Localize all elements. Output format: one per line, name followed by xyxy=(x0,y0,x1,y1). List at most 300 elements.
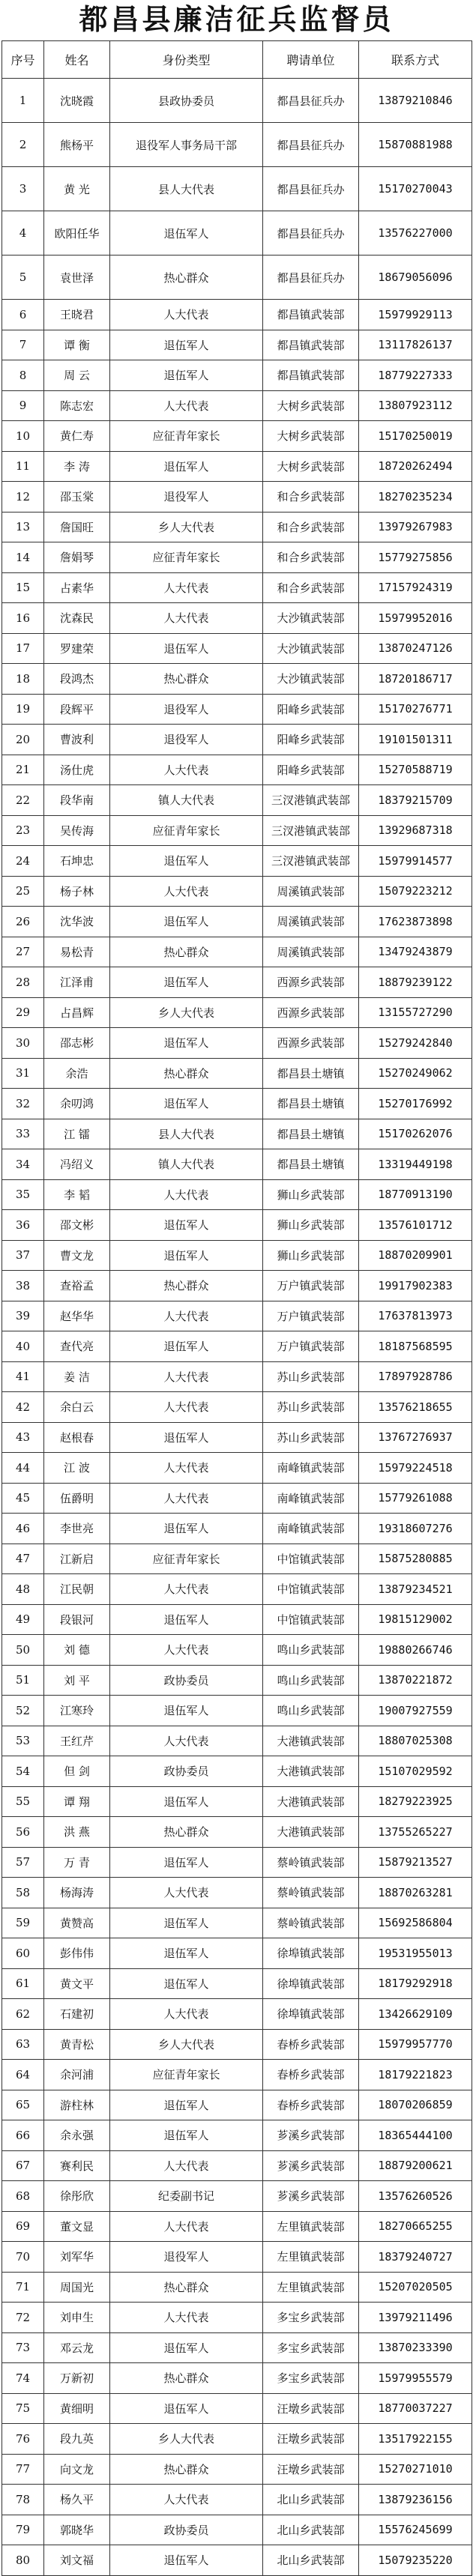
table-row xyxy=(2,1999,472,2030)
row-unit: 芗溪乡武装部 xyxy=(263,2120,359,2151)
table-row xyxy=(2,421,472,452)
table-row xyxy=(2,1969,472,2000)
row-identity: 退伍军人 xyxy=(110,2120,263,2151)
row-identity: 纪委副书记 xyxy=(110,2181,263,2212)
row-unit: 左里镇武装部 xyxy=(263,2212,359,2243)
row-identity: 人大代表 xyxy=(110,1362,263,1393)
row-identity: 人大代表 xyxy=(110,1878,263,1908)
table-row xyxy=(2,1666,472,1696)
row-contact: 13870221872 xyxy=(359,1666,472,1696)
row-name: 江 波 xyxy=(44,1453,110,1484)
row-name: 刘 平 xyxy=(44,1666,110,1696)
row-name: 邵志彬 xyxy=(44,1028,110,1059)
row-name: 曹波利 xyxy=(44,725,110,755)
row-identity: 县人大代表 xyxy=(110,167,263,211)
table-row xyxy=(2,123,472,167)
row-contact: 15270271010 xyxy=(359,2455,472,2485)
table-row xyxy=(2,634,472,665)
row-name: 洪 燕 xyxy=(44,1817,110,1848)
table-row xyxy=(2,1605,472,1636)
row-unit: 大港镇武装部 xyxy=(263,1817,359,1848)
row-contact: 18870263281 xyxy=(359,1878,472,1908)
table-row xyxy=(2,1423,472,1454)
row-contact: 13870247126 xyxy=(359,634,472,665)
row-contact: 13426629109 xyxy=(359,1999,472,2030)
row-index: 41 xyxy=(2,1362,44,1393)
row-identity: 乡人大代表 xyxy=(110,2424,263,2455)
row-contact: 15979957770 xyxy=(359,2030,472,2061)
row-contact: 15079235220 xyxy=(359,2545,472,2576)
row-unit: 西源乡武装部 xyxy=(263,998,359,1029)
row-identity: 退伍军人 xyxy=(110,2545,263,2576)
row-unit: 都昌镇武装部 xyxy=(263,330,359,361)
row-contact: 18379240727 xyxy=(359,2242,472,2273)
row-index: 51 xyxy=(2,1666,44,1696)
row-contact: 19880266746 xyxy=(359,1635,472,1666)
row-name: 姜 洁 xyxy=(44,1362,110,1393)
row-index: 15 xyxy=(2,573,44,604)
row-name: 刘申生 xyxy=(44,2303,110,2333)
row-index: 47 xyxy=(2,1544,44,1575)
row-identity: 退伍军人 xyxy=(110,1331,263,1362)
row-name: 余叨鸿 xyxy=(44,1089,110,1119)
row-name: 杨子林 xyxy=(44,877,110,907)
row-name: 江 镭 xyxy=(44,1119,110,1150)
row-identity: 乡人大代表 xyxy=(110,998,263,1029)
row-name: 伍爵明 xyxy=(44,1484,110,1514)
row-index: 24 xyxy=(2,846,44,877)
row-contact: 13807923112 xyxy=(359,391,472,422)
row-name: 江新启 xyxy=(44,1544,110,1575)
row-identity: 人大代表 xyxy=(110,1453,263,1484)
row-unit: 大树乡武装部 xyxy=(263,421,359,452)
table-row xyxy=(2,2181,472,2212)
row-index: 44 xyxy=(2,1453,44,1484)
row-contact: 15270249062 xyxy=(359,1059,472,1089)
supervisor-table xyxy=(1,40,472,2576)
row-index: 18 xyxy=(2,664,44,695)
row-contact: 18179292918 xyxy=(359,1969,472,2000)
table-row xyxy=(2,1210,472,1241)
row-name: 彭伟伟 xyxy=(44,1938,110,1969)
table-header-row xyxy=(2,41,472,79)
row-index: 68 xyxy=(2,2181,44,2212)
row-identity: 退伍军人 xyxy=(110,1210,263,1241)
row-index: 11 xyxy=(2,452,44,483)
row-index: 7 xyxy=(2,330,44,361)
row-identity: 热心群众 xyxy=(110,2273,263,2303)
row-index: 20 xyxy=(2,725,44,755)
row-contact: 15870881988 xyxy=(359,123,472,167)
row-unit: 蔡岭镇武装部 xyxy=(263,1878,359,1908)
row-identity: 镇人大代表 xyxy=(110,1149,263,1180)
table-row xyxy=(2,542,472,573)
row-index: 13 xyxy=(2,513,44,543)
row-unit: 周溪镇武装部 xyxy=(263,937,359,968)
row-contact: 15979955579 xyxy=(359,2363,472,2394)
row-identity: 退伍军人 xyxy=(110,1423,263,1454)
row-name: 向文龙 xyxy=(44,2455,110,2485)
row-index: 17 xyxy=(2,634,44,665)
row-index: 39 xyxy=(2,1301,44,1332)
row-contact: 17157924319 xyxy=(359,573,472,604)
table-row xyxy=(2,2515,472,2546)
row-unit: 万户镇武装部 xyxy=(263,1301,359,1332)
row-unit: 北山乡武装部 xyxy=(263,2485,359,2515)
row-identity: 人大代表 xyxy=(110,2303,263,2333)
row-index: 62 xyxy=(2,1999,44,2030)
row-index: 10 xyxy=(2,421,44,452)
table-row xyxy=(2,2363,472,2394)
row-contact: 15979952016 xyxy=(359,603,472,634)
row-identity: 热心群众 xyxy=(110,256,263,300)
row-index: 80 xyxy=(2,2545,44,2576)
table-row xyxy=(2,1635,472,1666)
row-identity: 退伍军人 xyxy=(110,360,263,391)
row-index: 49 xyxy=(2,1605,44,1636)
row-identity: 退伍军人 xyxy=(110,1938,263,1969)
row-contact: 19318607276 xyxy=(359,1514,472,1544)
row-name: 黄 光 xyxy=(44,167,110,211)
row-index: 48 xyxy=(2,1574,44,1605)
row-unit: 汪墩乡武装部 xyxy=(263,2424,359,2455)
row-index: 19 xyxy=(2,695,44,725)
table-row xyxy=(2,1119,472,1150)
row-name: 徐彤欣 xyxy=(44,2181,110,2212)
row-index: 37 xyxy=(2,1241,44,1272)
row-identity: 退役军人 xyxy=(110,2242,263,2273)
row-unit: 南峰镇武装部 xyxy=(263,1453,359,1484)
row-index: 63 xyxy=(2,2030,44,2061)
row-identity: 县人大代表 xyxy=(110,1119,263,1150)
row-unit: 南峰镇武装部 xyxy=(263,1514,359,1544)
table-row xyxy=(2,1059,472,1089)
row-contact: 18270235234 xyxy=(359,482,472,513)
header-index: 序号 xyxy=(2,41,44,79)
row-name: 黄赞高 xyxy=(44,1908,110,1939)
row-index: 73 xyxy=(2,2333,44,2364)
row-name: 游柱林 xyxy=(44,2090,110,2121)
table-row xyxy=(2,1514,472,1544)
row-index: 40 xyxy=(2,1331,44,1362)
row-name: 赵华华 xyxy=(44,1301,110,1332)
row-contact: 19815129002 xyxy=(359,1605,472,1636)
row-identity: 退伍军人 xyxy=(110,1241,263,1272)
row-name: 李 韬 xyxy=(44,1180,110,1211)
row-name: 杨久平 xyxy=(44,2485,110,2515)
row-unit: 南峰镇武装部 xyxy=(263,1484,359,1514)
row-index: 52 xyxy=(2,1696,44,1726)
row-identity: 人大代表 xyxy=(110,1999,263,2030)
table-row xyxy=(2,998,472,1029)
row-identity: 人大代表 xyxy=(110,2151,263,2182)
row-contact: 18779227333 xyxy=(359,360,472,391)
row-contact: 19007927559 xyxy=(359,1696,472,1726)
row-name: 邵文彬 xyxy=(44,1210,110,1241)
row-identity: 镇人大代表 xyxy=(110,785,263,816)
row-name: 江民朝 xyxy=(44,1574,110,1605)
row-unit: 徐埠镇武装部 xyxy=(263,1938,359,1969)
row-name: 陈志宏 xyxy=(44,391,110,422)
table-row xyxy=(2,79,472,123)
row-name: 段九英 xyxy=(44,2424,110,2455)
row-index: 4 xyxy=(2,211,44,256)
table-row xyxy=(2,2120,472,2151)
row-index: 5 xyxy=(2,256,44,300)
row-contact: 15979224518 xyxy=(359,1453,472,1484)
table-row xyxy=(2,1908,472,1939)
row-identity: 退伍军人 xyxy=(110,452,263,483)
row-contact: 15170270043 xyxy=(359,167,472,211)
row-contact: 13576227000 xyxy=(359,211,472,256)
row-contact: 13517922155 xyxy=(359,2424,472,2455)
table-row xyxy=(2,2151,472,2182)
row-name: 吴传海 xyxy=(44,816,110,847)
row-index: 56 xyxy=(2,1817,44,1848)
row-identity: 退伍军人 xyxy=(110,1089,263,1119)
row-name: 邵玉棠 xyxy=(44,482,110,513)
table-row xyxy=(2,877,472,907)
row-index: 46 xyxy=(2,1514,44,1544)
row-index: 1 xyxy=(2,79,44,123)
row-index: 21 xyxy=(2,755,44,786)
row-contact: 15270588719 xyxy=(359,755,472,786)
row-identity: 退伍军人 xyxy=(110,2090,263,2121)
row-unit: 周溪镇武装部 xyxy=(263,877,359,907)
table-row xyxy=(2,1878,472,1908)
table-row xyxy=(2,513,472,543)
row-unit: 都昌县土塘镇 xyxy=(263,1059,359,1089)
row-contact: 13870233390 xyxy=(359,2333,472,2364)
row-contact: 15279242840 xyxy=(359,1028,472,1059)
table-row xyxy=(2,2090,472,2121)
row-unit: 三汊港镇武装部 xyxy=(263,785,359,816)
row-name: 余永强 xyxy=(44,2120,110,2151)
row-unit: 三汊港镇武装部 xyxy=(263,816,359,847)
row-unit: 左里镇武装部 xyxy=(263,2242,359,2273)
row-identity: 人大代表 xyxy=(110,1635,263,1666)
row-identity: 热心群众 xyxy=(110,1271,263,1301)
row-index: 34 xyxy=(2,1149,44,1180)
row-unit: 多宝乡武装部 xyxy=(263,2333,359,2364)
row-contact: 19101501311 xyxy=(359,725,472,755)
table-row xyxy=(2,1180,472,1211)
table-row xyxy=(2,1817,472,1848)
header-name: 姓名 xyxy=(44,41,110,79)
row-contact: 17637813973 xyxy=(359,1301,472,1332)
table-row xyxy=(2,1028,472,1059)
row-identity: 人大代表 xyxy=(110,300,263,330)
table-row xyxy=(2,695,472,725)
row-unit: 汪墩乡武装部 xyxy=(263,2455,359,2485)
header-contact: 联系方式 xyxy=(359,41,472,79)
table-row xyxy=(2,1149,472,1180)
table-row xyxy=(2,2242,472,2273)
row-unit: 大沙镇武装部 xyxy=(263,664,359,695)
row-identity: 人大代表 xyxy=(110,1180,263,1211)
row-index: 31 xyxy=(2,1059,44,1089)
row-identity: 退伍军人 xyxy=(110,1787,263,1818)
row-contact: 13979267983 xyxy=(359,513,472,543)
row-unit: 大港镇武装部 xyxy=(263,1726,359,1757)
row-name: 黄仁寿 xyxy=(44,421,110,452)
row-unit: 都昌县征兵办 xyxy=(263,79,359,123)
row-index: 22 xyxy=(2,785,44,816)
row-name: 刘 德 xyxy=(44,1635,110,1666)
row-unit: 左里镇武装部 xyxy=(263,2273,359,2303)
row-unit: 阳峰乡武装部 xyxy=(263,755,359,786)
row-name: 段辉平 xyxy=(44,695,110,725)
row-unit: 芗溪乡武装部 xyxy=(263,2151,359,2182)
row-contact: 15692586804 xyxy=(359,1908,472,1939)
row-unit: 北山乡武装部 xyxy=(263,2545,359,2576)
row-contact: 18720186717 xyxy=(359,664,472,695)
row-contact: 18720262494 xyxy=(359,452,472,483)
row-name: 沈森民 xyxy=(44,603,110,634)
row-identity: 人大代表 xyxy=(110,877,263,907)
row-unit: 中馆镇武装部 xyxy=(263,1605,359,1636)
row-unit: 多宝乡武装部 xyxy=(263,2363,359,2394)
row-contact: 13879236156 xyxy=(359,2485,472,2515)
row-unit: 周溪镇武装部 xyxy=(263,907,359,937)
table-row xyxy=(2,1453,472,1484)
row-name: 罗建荣 xyxy=(44,634,110,665)
row-identity: 政协委员 xyxy=(110,1756,263,1787)
table-row xyxy=(2,1574,472,1605)
row-unit: 春桥乡武装部 xyxy=(263,2030,359,2061)
row-identity: 热心群众 xyxy=(110,2455,263,2485)
row-contact: 13576260526 xyxy=(359,2181,472,2212)
row-unit: 西源乡武装部 xyxy=(263,967,359,998)
row-name: 谭 衡 xyxy=(44,330,110,361)
row-index: 58 xyxy=(2,1878,44,1908)
table-row xyxy=(2,816,472,847)
row-unit: 大港镇武装部 xyxy=(263,1787,359,1818)
row-identity: 应征青年家长 xyxy=(110,1544,263,1575)
row-contact: 15576245699 xyxy=(359,2515,472,2546)
row-unit: 大树乡武装部 xyxy=(263,452,359,483)
row-index: 69 xyxy=(2,2212,44,2243)
row-contact: 18379215709 xyxy=(359,785,472,816)
table-row xyxy=(2,1331,472,1362)
row-name: 冯绍义 xyxy=(44,1149,110,1180)
row-name: 刘军华 xyxy=(44,2242,110,2273)
row-unit: 阳峰乡武装部 xyxy=(263,695,359,725)
row-unit: 都昌县征兵办 xyxy=(263,123,359,167)
row-unit: 和合乡武装部 xyxy=(263,573,359,604)
header-unit: 聘请单位 xyxy=(263,41,359,79)
row-name: 刘文福 xyxy=(44,2545,110,2576)
row-index: 33 xyxy=(2,1119,44,1150)
row-unit: 大沙镇武装部 xyxy=(263,634,359,665)
row-identity: 退役军人 xyxy=(110,725,263,755)
table-row xyxy=(2,846,472,877)
table-row xyxy=(2,2333,472,2364)
row-index: 16 xyxy=(2,603,44,634)
row-identity: 政协委员 xyxy=(110,1666,263,1696)
row-index: 57 xyxy=(2,1848,44,1878)
row-unit: 徐埠镇武装部 xyxy=(263,1969,359,2000)
row-unit: 西源乡武装部 xyxy=(263,1028,359,1059)
row-unit: 和合乡武装部 xyxy=(263,513,359,543)
table-row xyxy=(2,1089,472,1119)
row-identity: 退役军人 xyxy=(110,695,263,725)
row-contact: 18879239122 xyxy=(359,967,472,998)
row-identity: 退伍军人 xyxy=(110,967,263,998)
row-unit: 万户镇武装部 xyxy=(263,1271,359,1301)
row-index: 77 xyxy=(2,2455,44,2485)
row-name: 石建初 xyxy=(44,1999,110,2030)
table-row xyxy=(2,2394,472,2425)
row-index: 12 xyxy=(2,482,44,513)
table-row xyxy=(2,664,472,695)
row-contact: 13319449198 xyxy=(359,1149,472,1180)
row-contact: 18679056096 xyxy=(359,256,472,300)
row-name: 詹国旺 xyxy=(44,513,110,543)
table-row xyxy=(2,2485,472,2515)
row-contact: 18807025308 xyxy=(359,1726,472,1757)
table-row xyxy=(2,482,472,513)
row-index: 61 xyxy=(2,1969,44,2000)
table-row xyxy=(2,300,472,330)
row-contact: 18179221823 xyxy=(359,2060,472,2090)
row-contact: 18279223925 xyxy=(359,1787,472,1818)
table-row xyxy=(2,391,472,422)
table-row xyxy=(2,1271,472,1301)
row-name: 李 涛 xyxy=(44,452,110,483)
page-title: 都昌县廉洁征兵监督员 xyxy=(79,2,394,36)
row-name: 郭晓华 xyxy=(44,2515,110,2546)
row-index: 71 xyxy=(2,2273,44,2303)
table-row xyxy=(2,330,472,361)
row-identity: 热心群众 xyxy=(110,1817,263,1848)
table-row xyxy=(2,907,472,937)
row-unit: 蔡岭镇武装部 xyxy=(263,1908,359,1939)
row-unit: 苏山乡武装部 xyxy=(263,1362,359,1393)
table-row xyxy=(2,452,472,483)
row-contact: 18270665255 xyxy=(359,2212,472,2243)
row-unit: 春桥乡武装部 xyxy=(263,2060,359,2090)
row-contact: 13155727290 xyxy=(359,998,472,1029)
row-name: 袁世泽 xyxy=(44,256,110,300)
table-row xyxy=(2,1301,472,1332)
row-index: 26 xyxy=(2,907,44,937)
row-contact: 18879200621 xyxy=(359,2151,472,2182)
row-identity: 政协委员 xyxy=(110,2515,263,2546)
row-unit: 都昌县土塘镇 xyxy=(263,1089,359,1119)
row-unit: 都昌县土塘镇 xyxy=(263,1149,359,1180)
table-row xyxy=(2,1726,472,1757)
table-row xyxy=(2,360,472,391)
row-name: 周国光 xyxy=(44,2273,110,2303)
row-unit: 都昌县土塘镇 xyxy=(263,1119,359,1150)
row-contact: 18770037227 xyxy=(359,2394,472,2425)
row-identity: 退伍军人 xyxy=(110,1908,263,1939)
row-unit: 鸣山乡武装部 xyxy=(263,1635,359,1666)
row-name: 石坤忠 xyxy=(44,846,110,877)
row-unit: 苏山乡武装部 xyxy=(263,1423,359,1454)
row-identity: 人大代表 xyxy=(110,1574,263,1605)
row-identity: 人大代表 xyxy=(110,603,263,634)
table-row xyxy=(2,256,472,300)
row-unit: 大沙镇武装部 xyxy=(263,603,359,634)
row-identity: 退役军人 xyxy=(110,482,263,513)
row-identity: 退伍军人 xyxy=(110,1848,263,1878)
row-index: 36 xyxy=(2,1210,44,1241)
row-name: 欧阳任华 xyxy=(44,211,110,256)
row-contact: 13755265227 xyxy=(359,1817,472,1848)
row-name: 汤仕虎 xyxy=(44,755,110,786)
